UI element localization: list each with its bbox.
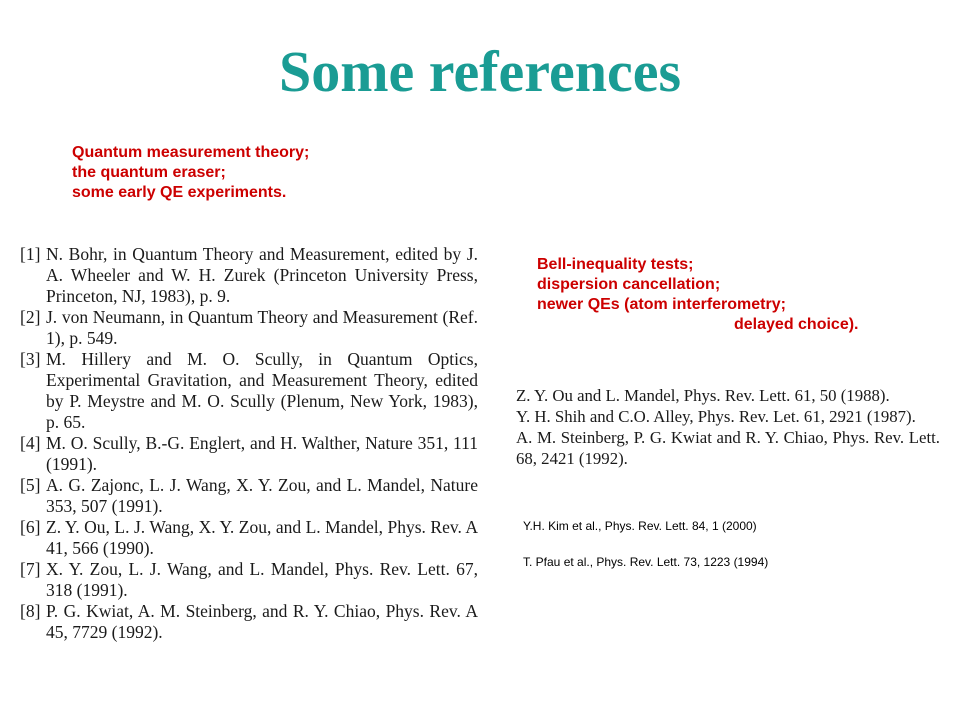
- reference-number: [8]: [20, 601, 41, 621]
- caption-right: [537, 255, 859, 335]
- small-reference: Y.H. Kim et al., Phys. Rev. Lett. 84, 1 (2000): [523, 519, 757, 533]
- reference-text: X. Y. Zou, L. J. Wang, and L. Mandel, Phys. Rev. Lett. 67, 318 (1991).: [46, 559, 478, 600]
- reference-number: [1]: [20, 244, 41, 264]
- reference-item: [20, 244, 478, 307]
- small-reference: T. Pfau et al., Phys. Rev. Lett. 73, 1223 (1994): [523, 555, 769, 569]
- reference-number: [7]: [20, 559, 41, 579]
- reference-item: [20, 517, 478, 559]
- reference-text: A. G. Zajonc, L. J. Wang, X. Y. Zou, and L. Mandel, Nature 353, 507 (1991).: [46, 475, 478, 516]
- reference-text: A. M. Steinberg, P. G. Kwiat and R. Y. Chiao, Phys. Rev. Lett. 68, 2421 (1992).: [516, 428, 940, 468]
- reference-item: [20, 559, 478, 601]
- reference-number: [2]: [20, 307, 41, 327]
- caption-line: newer QEs (atom interferometry;: [537, 296, 786, 313]
- caption-line: delayed choice).: [734, 316, 859, 333]
- reference-text: P. G. Kwiat, A. M. Steinberg, and R. Y. Chiao, Phys. Rev. A 45, 7729 (1992).: [46, 601, 478, 642]
- reference-item: [20, 475, 478, 517]
- reference-number: [3]: [20, 349, 41, 369]
- reference-item: [20, 433, 478, 475]
- caption-line: some early QE experiments.: [72, 184, 287, 201]
- reference-text: J. von Neumann, in Quantum Theory and Measurement (Ref. 1), p. 549.: [46, 307, 478, 348]
- reference-text: Z. Y. Ou, L. J. Wang, X. Y. Zou, and L. Mandel, Phys. Rev. A 41, 566 (1990).: [46, 517, 478, 558]
- caption-line: Bell-inequality tests;: [537, 256, 694, 273]
- caption-line: Quantum measurement theory;: [72, 144, 310, 161]
- reference-list-right: [516, 385, 940, 469]
- reference-text: N. Bohr, in Quantum Theory and Measurement, edited by J. A. Wheeler and W. H. Zurek (Princeton University Press, Princeton, NJ, 1983), p. 9.: [46, 244, 478, 306]
- reference-number: [5]: [20, 475, 41, 495]
- reference-number: [6]: [20, 517, 41, 537]
- reference-list-left: [20, 244, 478, 643]
- reference-item: [20, 349, 478, 433]
- caption-left: [72, 143, 309, 203]
- reference-text: M. Hillery and M. O. Scully, in Quantum Optics, Experimental Gravitation, and Measurement Theory, edited by P. Meystre and M. O. Scully (Plenum, New York, 1983), p. 65.: [46, 349, 478, 432]
- caption-line: dispersion cancellation;: [537, 276, 721, 293]
- reference-item: [20, 601, 478, 643]
- reference-text: Z. Y. Ou and L. Mandel, Phys. Rev. Lett. 61, 50 (1988).: [516, 386, 890, 405]
- reference-item: [20, 307, 478, 349]
- page-title: Some references: [278, 39, 682, 104]
- reference-text: Y. H. Shih and C.O. Alley, Phys. Rev. Let. 61, 2921 (1987).: [516, 407, 916, 426]
- reference-number: [4]: [20, 433, 41, 453]
- reference-text: M. O. Scully, B.-G. Englert, and H. Walther, Nature 351, 111 (1991).: [46, 433, 478, 474]
- caption-line: the quantum eraser;: [72, 164, 226, 181]
